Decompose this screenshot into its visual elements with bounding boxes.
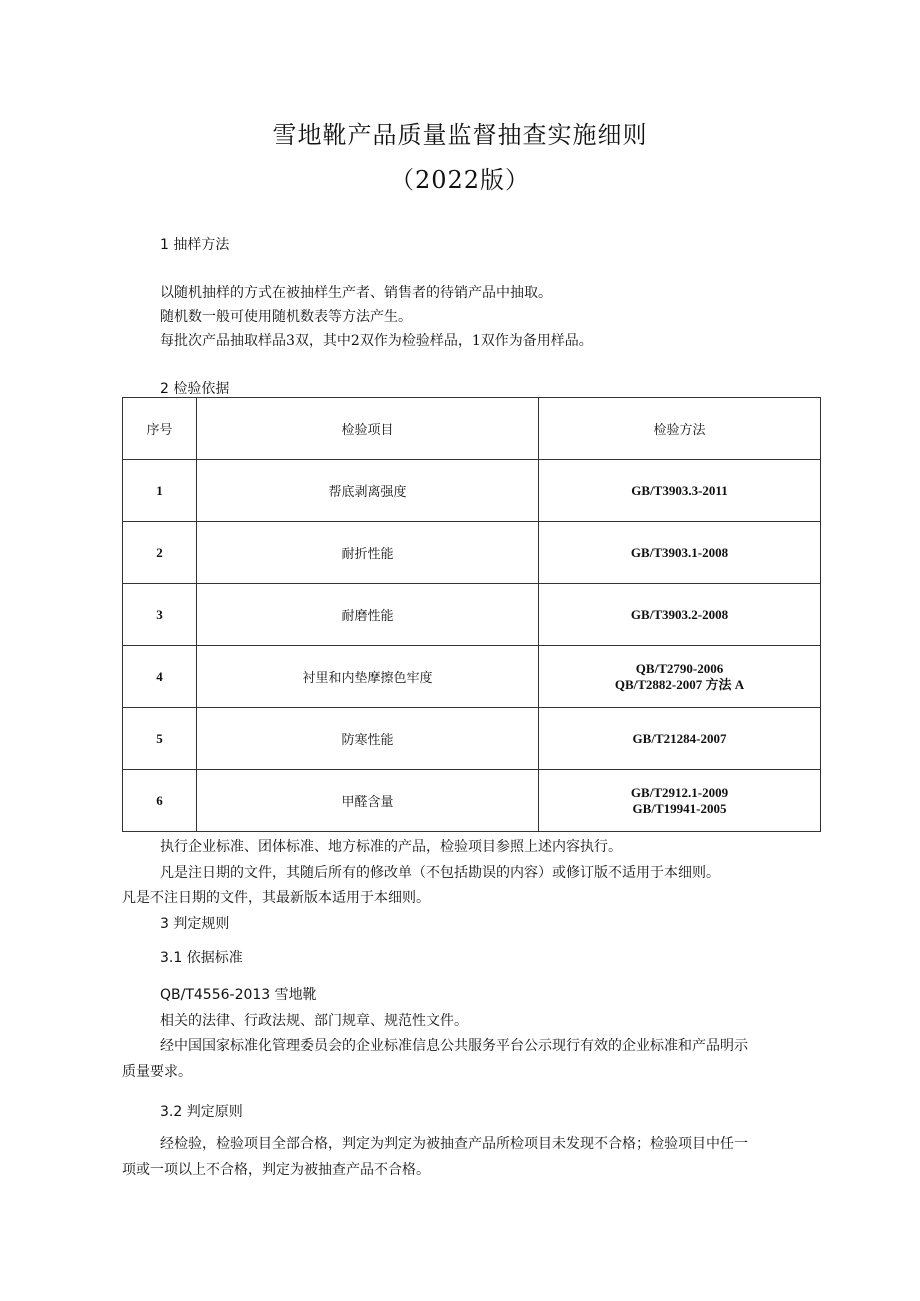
header-method: 检验方法 — [539, 398, 821, 460]
section2-note: 凡是注日期的文件，其随后所有的修改单（不包括勘误的内容）或修订版不适用于本细则。 — [160, 865, 720, 881]
section1-heading: 1 抽样方法 — [160, 237, 230, 253]
section1-paragraph: 以随机抽样的方式在被抽样生产者、销售者的待销产品中抽取。 — [160, 285, 552, 301]
table-row — [123, 460, 821, 522]
row-no: 3 — [123, 584, 197, 646]
row-no: 5 — [123, 708, 197, 770]
table-header-row — [123, 398, 821, 460]
row-item: 防寒性能 — [197, 708, 539, 770]
row-no: 1 — [123, 460, 197, 522]
section2-heading: 2 检验依据 — [160, 381, 230, 397]
row-method — [539, 770, 821, 832]
document-version: （2022版） — [389, 166, 531, 194]
method-line: GB/T21284-2007 — [632, 730, 727, 746]
table-row — [123, 522, 821, 584]
method-line: GB/T2912.1-2009 — [630, 784, 729, 800]
section3-heading: 3 判定规则 — [160, 916, 230, 932]
document-title: 雪地靴产品质量监督抽查实施细则 — [272, 121, 648, 149]
row-item: 衬里和内垫摩擦色牢度 — [197, 646, 539, 708]
section3-1-paragraph: 相关的法律、行政法规、部门规章、规范性文件。 — [160, 1013, 468, 1029]
row-item: 甲醛含量 — [197, 770, 539, 832]
row-no: 6 — [123, 770, 197, 832]
table-row — [123, 584, 821, 646]
row-item: 耐折性能 — [197, 522, 539, 584]
table-row — [123, 708, 821, 770]
row-method — [539, 460, 821, 522]
section3-1-heading: 3.1 依据标准 — [160, 950, 243, 966]
section1-paragraph: 每批次产品抽取样品3双，其中2双作为检验样品，1双作为备用样品。 — [160, 333, 593, 349]
row-method — [539, 708, 821, 770]
method-line: QB/T2882-2007 方法 A — [614, 676, 745, 692]
table-row — [123, 770, 821, 832]
row-item: 耐磨性能 — [197, 584, 539, 646]
method-line: GB/T19941-2005 — [632, 800, 727, 816]
row-method — [539, 584, 821, 646]
method-line: GB/T3903.1-2008 — [630, 544, 729, 560]
method-line: GB/T3903.2-2008 — [630, 606, 729, 622]
method-line: GB/T3903.3-2011 — [631, 482, 728, 498]
section3-2-paragraph: 项或一项以上不合格，判定为被抽查产品不合格。 — [122, 1162, 430, 1178]
row-method — [539, 522, 821, 584]
row-no: 2 — [123, 522, 197, 584]
inspection-table — [122, 397, 821, 832]
section2-note: 执行企业标准、团体标准、地方标准的产品，检验项目参照上述内容执行。 — [160, 839, 622, 855]
section3-1-paragraph: 质量要求。 — [122, 1064, 192, 1080]
header-item: 检验项目 — [197, 398, 539, 460]
row-method — [539, 646, 821, 708]
section3-2-heading: 3.2 判定原则 — [160, 1104, 243, 1120]
row-item: 帮底剥离强度 — [197, 460, 539, 522]
standard-reference: QB/T4556-2013 雪地靴 — [160, 987, 317, 1003]
header-no: 序号 — [123, 398, 197, 460]
section3-1-paragraph: 经中国国家标准化管理委员会的企业标准信息公共服务平台公示现行有效的企业标准和产品明示 — [160, 1038, 748, 1054]
table-row — [123, 646, 821, 708]
section1-paragraph: 随机数一般可使用随机数表等方法产生。 — [160, 309, 412, 325]
section3-2-paragraph: 经检验，检验项目全部合格，判定为判定为被抽查产品所检项目未发现不合格；检验项目中任一 — [160, 1136, 748, 1152]
row-no: 4 — [123, 646, 197, 708]
section2-note: 凡是不注日期的文件，其最新版本适用于本细则。 — [122, 890, 430, 906]
method-line: QB/T2790-2006 — [635, 660, 724, 676]
